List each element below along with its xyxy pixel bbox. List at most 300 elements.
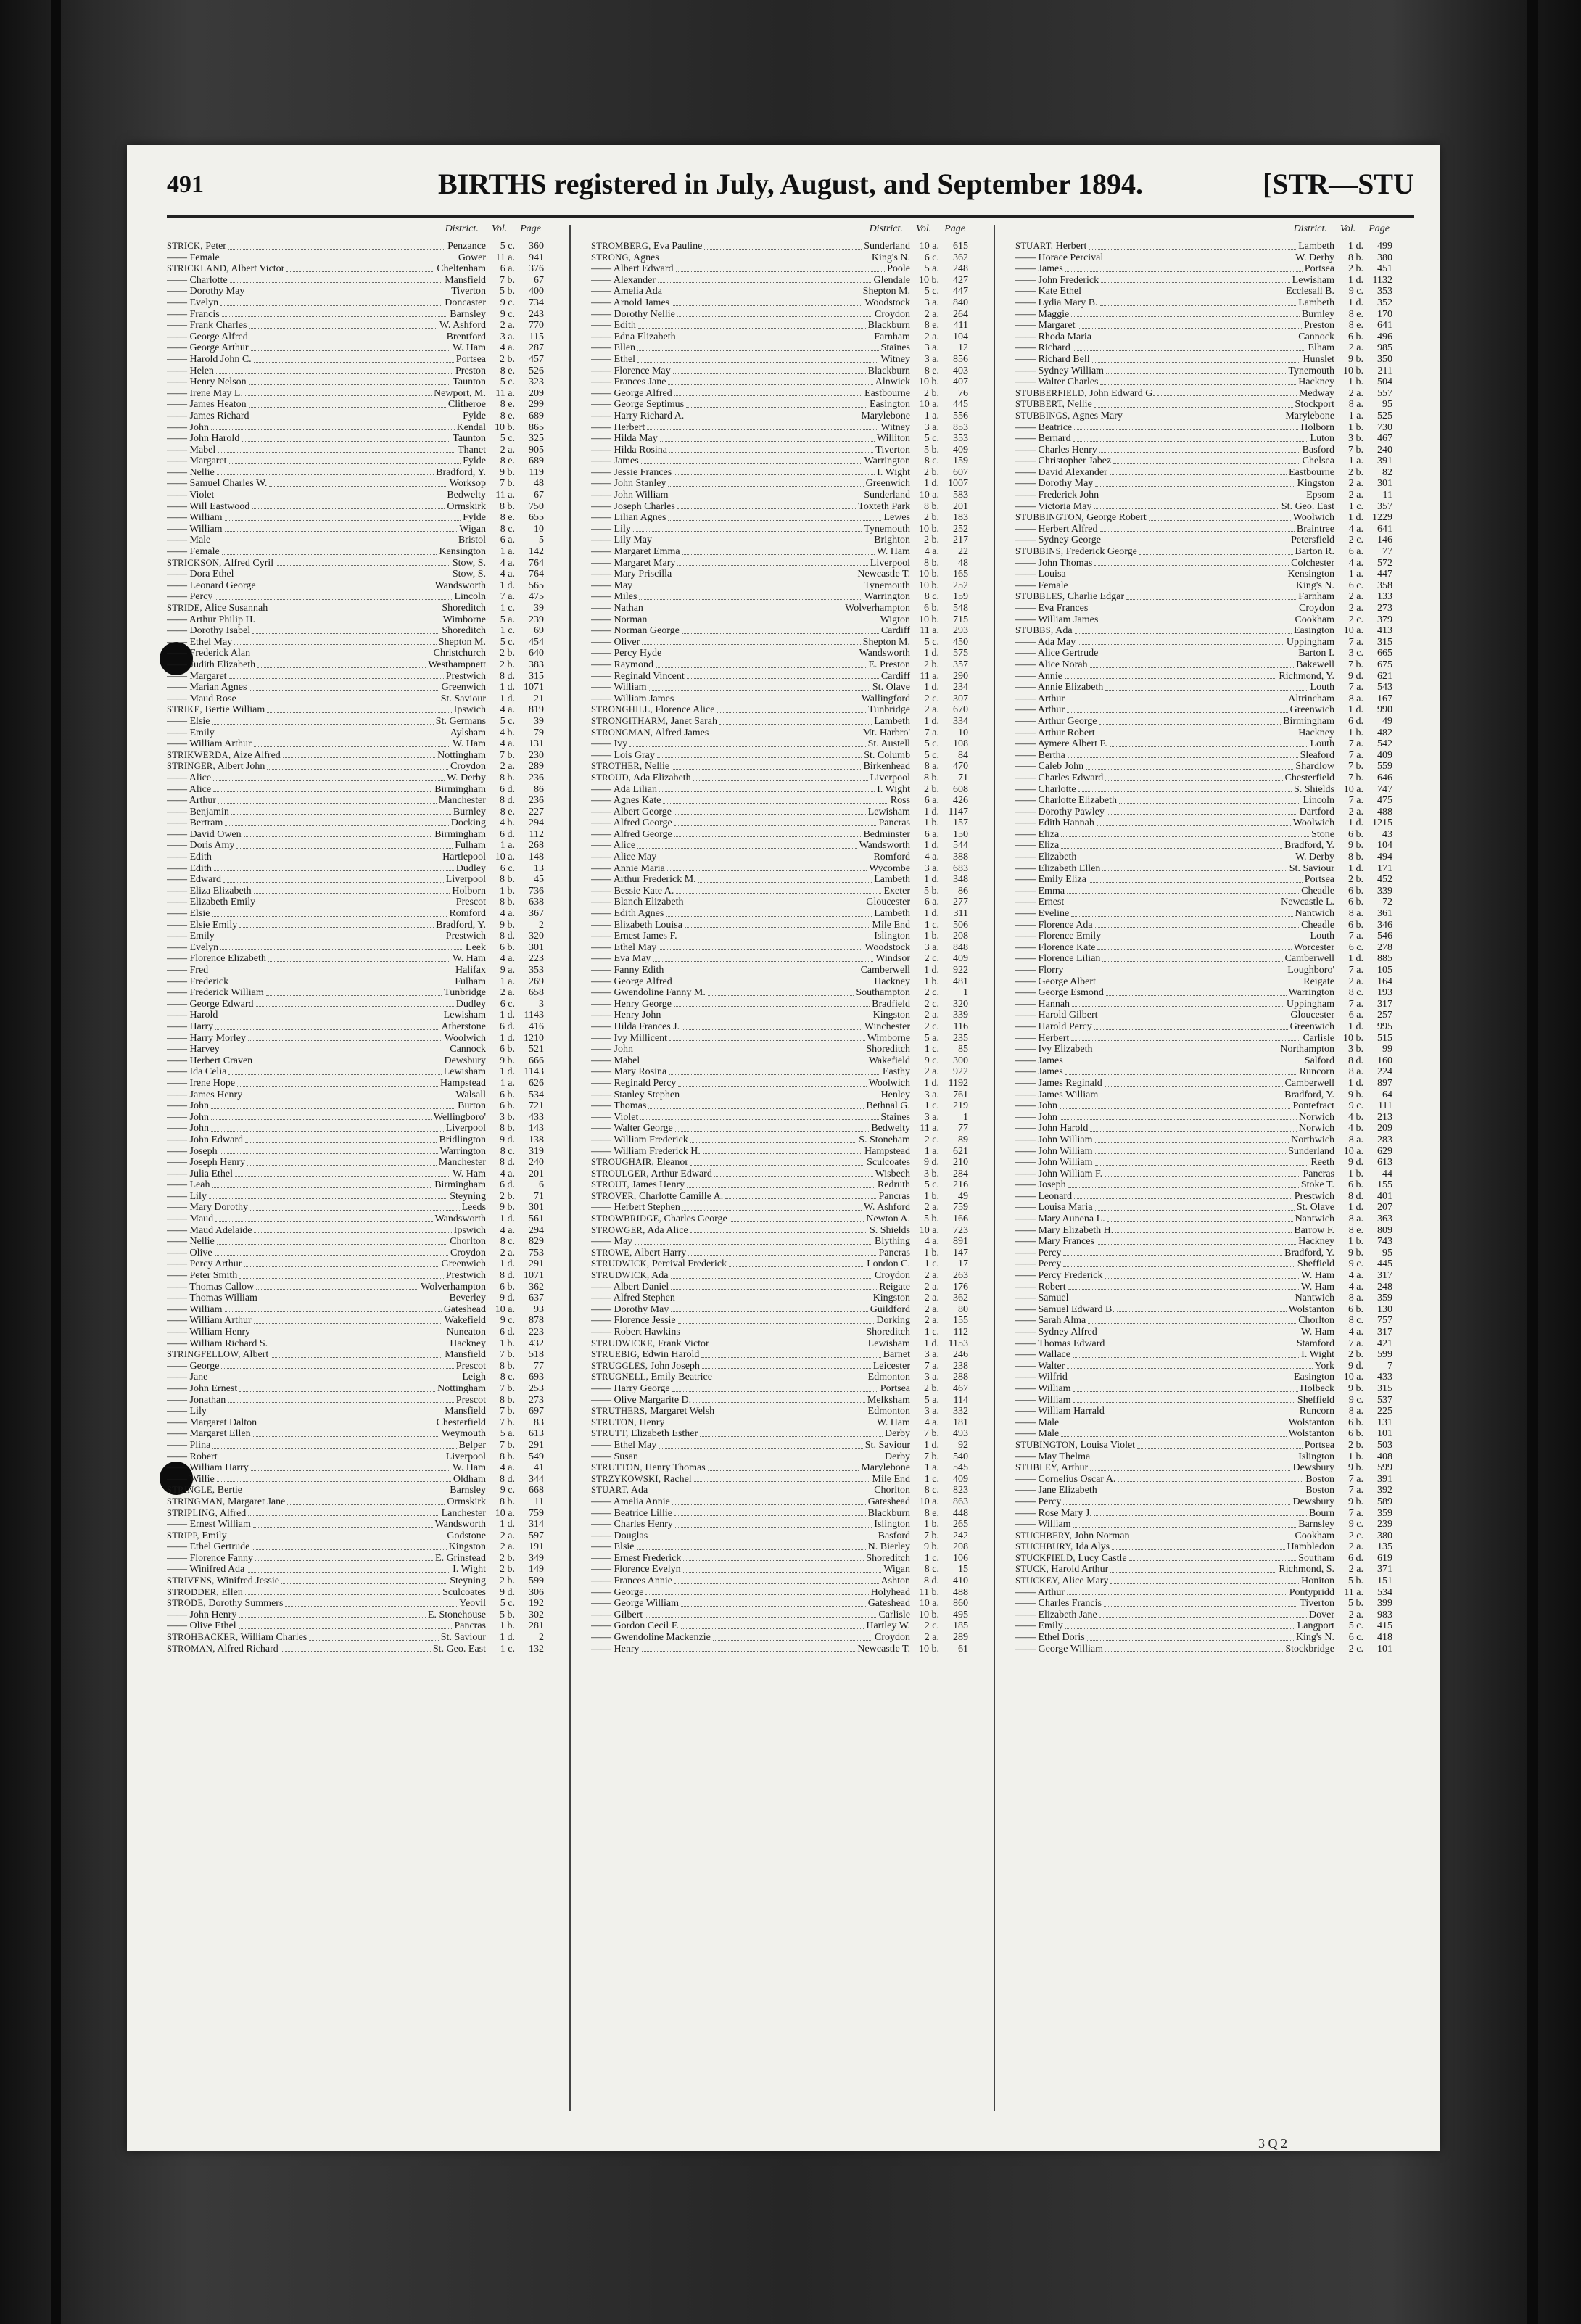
entry-forename: Harry bbox=[189, 1021, 214, 1032]
entry-district: Pancras bbox=[878, 817, 910, 829]
entry-name bbox=[591, 1078, 676, 1089]
entry-district: Kendal bbox=[456, 421, 486, 433]
entry-surname: STRIVENS, bbox=[167, 1575, 215, 1586]
entry-forename: Frank Victor bbox=[657, 1338, 709, 1349]
leader-dots bbox=[674, 825, 877, 826]
entry-district: Docking bbox=[450, 817, 486, 829]
entry-district: Southam bbox=[1298, 1552, 1334, 1564]
entry-forename: Mabel bbox=[614, 1055, 640, 1066]
entry-page: 506 bbox=[953, 919, 968, 931]
entry-name bbox=[167, 366, 214, 377]
entry-district: Woolwich bbox=[444, 1032, 486, 1044]
entry-page: 525 bbox=[1377, 410, 1392, 421]
leader-dots bbox=[1119, 803, 1300, 804]
entry-forename: Charles Edward bbox=[1038, 772, 1104, 783]
leader-dots bbox=[245, 1142, 437, 1143]
entry-name bbox=[591, 512, 666, 524]
leader-dots bbox=[252, 508, 445, 509]
entry-district: Carlisle bbox=[1303, 1032, 1334, 1044]
leader-dots bbox=[658, 282, 871, 283]
entry-volume: 9 c. bbox=[1348, 1394, 1363, 1406]
register-entry bbox=[167, 1575, 544, 1587]
leader-dots bbox=[256, 1006, 454, 1007]
entry-district: Beverley bbox=[449, 1293, 486, 1304]
leader-dots bbox=[1095, 486, 1295, 487]
entry-page: 770 bbox=[529, 320, 544, 331]
register-entry bbox=[1015, 897, 1392, 908]
entry-page: 697 bbox=[529, 1406, 544, 1417]
entry-district: St. Saviour bbox=[440, 1632, 486, 1644]
entry-name bbox=[1015, 1293, 1069, 1304]
entry-district: Newton A. bbox=[866, 1213, 910, 1225]
leader-dots bbox=[690, 1165, 864, 1166]
entry-surname: STUART, bbox=[1015, 241, 1054, 251]
entry-district: Bradfield bbox=[872, 998, 910, 1010]
register-entry bbox=[1015, 569, 1392, 580]
leader-dots bbox=[228, 1402, 454, 1403]
entry-district: E. Preston bbox=[868, 659, 910, 670]
entry-page: 2 bbox=[539, 1632, 544, 1644]
entry-forename: Violet bbox=[189, 490, 215, 501]
entry-page: 86 bbox=[958, 885, 968, 897]
entry-page: 92 bbox=[958, 1439, 968, 1451]
entry-volume: 6 b. bbox=[1348, 1303, 1363, 1315]
entry-page: 905 bbox=[529, 444, 544, 456]
entry-page: 253 bbox=[529, 1383, 544, 1394]
entry-district: Holborn bbox=[1300, 421, 1334, 433]
entry-forename: Margaret bbox=[1038, 320, 1076, 331]
entry-forename: Oliver bbox=[614, 636, 640, 648]
leader-dots bbox=[1118, 1481, 1303, 1482]
register-entry bbox=[591, 1089, 968, 1101]
entry-surname: STRUTHERS, bbox=[591, 1406, 648, 1417]
leader-dots bbox=[1090, 1131, 1297, 1132]
entry-forename: Annie bbox=[1037, 670, 1062, 682]
entry-name bbox=[1015, 433, 1071, 445]
entry-name bbox=[1015, 1564, 1108, 1575]
entry-district: Barnsley bbox=[1298, 1519, 1334, 1530]
entry-forename: Stanley Stephen bbox=[614, 1089, 680, 1100]
entry-district: Sunderland bbox=[1288, 1145, 1334, 1157]
entry-volume: 7 b. bbox=[500, 749, 515, 761]
leader-dots bbox=[629, 746, 865, 747]
register-entry bbox=[167, 1485, 544, 1496]
entry-name bbox=[1015, 772, 1103, 784]
entry-name bbox=[591, 1598, 679, 1610]
entry-name bbox=[591, 807, 672, 818]
entry-district: Barton I. bbox=[1298, 648, 1334, 659]
entry-name bbox=[1015, 931, 1101, 942]
register-entry bbox=[167, 558, 544, 569]
entry-page: 655 bbox=[529, 512, 544, 524]
register-entry bbox=[1015, 1293, 1392, 1304]
entry-district: Preston bbox=[455, 365, 486, 376]
entry-volume: 5 c. bbox=[1348, 1620, 1363, 1632]
entry-page: 112 bbox=[529, 828, 544, 840]
entry-forename: William bbox=[614, 682, 647, 693]
entry-volume: 9 b. bbox=[1348, 1383, 1363, 1394]
entry-district: Cookham bbox=[1295, 614, 1334, 625]
leader-dots bbox=[1099, 452, 1300, 453]
leader-dots bbox=[674, 1006, 870, 1007]
entry-name bbox=[1015, 535, 1101, 546]
leader-dots bbox=[653, 961, 873, 962]
entry-volume: 4 b. bbox=[1348, 1123, 1363, 1134]
header-rule bbox=[167, 215, 1414, 218]
entry-forename: William bbox=[1038, 1383, 1071, 1394]
entry-page: 86 bbox=[534, 783, 544, 795]
entry-volume: 6 b. bbox=[500, 1044, 515, 1055]
entry-forename: Emily Eliza bbox=[1038, 874, 1086, 886]
entry-name bbox=[591, 840, 635, 852]
entry-name bbox=[1015, 1541, 1110, 1553]
entry-name bbox=[591, 1327, 680, 1338]
entry-district: Langport bbox=[1297, 1620, 1334, 1632]
register-entry bbox=[1015, 1055, 1392, 1067]
entry-page: 315 bbox=[1377, 636, 1392, 648]
entry-district: Winchester bbox=[864, 1021, 910, 1032]
entry-page: 67 bbox=[534, 490, 544, 501]
entry-surname: STROULGER, bbox=[591, 1168, 649, 1179]
entry-district: York bbox=[1314, 1360, 1334, 1372]
entry-forename: Frederick bbox=[189, 976, 229, 987]
entry-district: Mansfield bbox=[445, 1349, 486, 1361]
leader-dots bbox=[251, 350, 450, 351]
entry-volume: 1 d. bbox=[1348, 1021, 1363, 1032]
leader-dots bbox=[1097, 1244, 1296, 1245]
entry-name bbox=[591, 931, 677, 942]
entry-forename: Herbert bbox=[1055, 241, 1087, 252]
entry-forename: Albert bbox=[242, 1349, 269, 1361]
entry-name bbox=[1015, 1021, 1092, 1033]
leader-dots bbox=[215, 1029, 439, 1030]
entry-name bbox=[591, 659, 653, 671]
entry-page: 149 bbox=[529, 1564, 544, 1575]
entry-name bbox=[591, 558, 675, 569]
entry-forename: Winifred Jessie bbox=[216, 1575, 279, 1587]
entry-page: 289 bbox=[953, 1632, 968, 1644]
entry-name bbox=[167, 1248, 212, 1259]
entry-forename: Leonard George bbox=[189, 580, 256, 591]
register-entry bbox=[1015, 1553, 1392, 1565]
register-entry bbox=[591, 874, 968, 886]
entry-volume: 7 a. bbox=[1348, 682, 1363, 693]
entry-name bbox=[167, 331, 248, 343]
register-entry bbox=[167, 388, 544, 400]
register-entry bbox=[1015, 1530, 1392, 1542]
register-entry bbox=[591, 354, 968, 366]
register-entry bbox=[591, 546, 968, 558]
entry-page: 715 bbox=[953, 614, 968, 625]
entry-volume: 6 d. bbox=[500, 828, 515, 840]
entry-volume: 1 d. bbox=[1348, 953, 1363, 965]
entry-district: Basford bbox=[1302, 444, 1334, 456]
register-entry bbox=[1015, 1213, 1392, 1225]
entry-name bbox=[591, 580, 632, 592]
entry-forename: William Harrald bbox=[1038, 1406, 1105, 1417]
entry-name bbox=[167, 874, 221, 886]
entry-volume: 1 c. bbox=[500, 603, 515, 614]
entry-volume: 11 a. bbox=[1344, 1586, 1363, 1598]
entry-district: Liverpool bbox=[870, 772, 910, 783]
entry-district: Petersfield bbox=[1291, 535, 1334, 546]
entry-volume: 1 b. bbox=[924, 1519, 939, 1530]
entry-page: 379 bbox=[1377, 614, 1392, 625]
entry-district: Shoreditch bbox=[866, 1327, 910, 1338]
entry-page: 922 bbox=[953, 1066, 968, 1078]
entry-name bbox=[1015, 1134, 1093, 1146]
entry-name bbox=[591, 625, 680, 637]
entry-volume: 1 a. bbox=[500, 546, 515, 558]
register-entry bbox=[591, 1202, 968, 1213]
leader-dots bbox=[682, 633, 879, 634]
entry-forename: Fanny Edith bbox=[614, 965, 664, 976]
entry-forename: Lucy Castle bbox=[1078, 1552, 1127, 1564]
register-entry bbox=[167, 546, 544, 558]
register-entry bbox=[167, 1100, 544, 1112]
entry-forename: Thomas Callow bbox=[189, 1281, 255, 1293]
entry-district: Redruth bbox=[877, 1179, 910, 1191]
entry-page: 95 bbox=[1382, 1247, 1392, 1258]
entry-volume: 4 a. bbox=[500, 1224, 515, 1236]
register-entry bbox=[167, 852, 544, 863]
entry-volume: 2 b. bbox=[1348, 1439, 1363, 1451]
entry-volume: 8 c. bbox=[1348, 1315, 1363, 1327]
leader-dots bbox=[1100, 305, 1297, 306]
entry-page: 1 bbox=[963, 1111, 968, 1123]
entry-district: Carlisle bbox=[878, 1609, 910, 1620]
column-header-vol: Vol. bbox=[491, 223, 508, 234]
entry-forename: Percy bbox=[189, 591, 213, 603]
entry-page: 164 bbox=[1377, 976, 1392, 987]
register-entry bbox=[167, 366, 544, 377]
entry-district: King's N. bbox=[1295, 1632, 1334, 1644]
entry-name bbox=[591, 309, 675, 321]
entry-name bbox=[1015, 309, 1069, 321]
entry-district: Ormskirk bbox=[447, 500, 486, 512]
entry-district: Wandsworth bbox=[859, 840, 910, 852]
entry-forename: Plina bbox=[189, 1439, 211, 1451]
entry-page: 314 bbox=[529, 1519, 544, 1530]
entry-name bbox=[591, 1304, 669, 1316]
entry-forename: May bbox=[614, 580, 633, 591]
entry-forename: William James bbox=[614, 693, 674, 704]
entry-forename: Arthur bbox=[1037, 693, 1065, 704]
entry-district: Melksham bbox=[867, 1394, 910, 1406]
entry-district: Boston bbox=[1305, 1473, 1334, 1485]
entry-page: 615 bbox=[953, 241, 968, 252]
entry-district: Elham bbox=[1308, 342, 1334, 354]
entry-name bbox=[167, 852, 212, 863]
entry-surname: STRONGHILL, bbox=[591, 704, 653, 715]
entry-district: Chorlton bbox=[450, 1236, 486, 1248]
entry-volume: 8 c. bbox=[1348, 987, 1363, 999]
register-entry bbox=[591, 580, 968, 592]
entry-volume: 6 b. bbox=[1348, 885, 1363, 897]
entry-page: 159 bbox=[953, 456, 968, 467]
register-entry bbox=[591, 1474, 968, 1486]
entry-volume: 8 b. bbox=[500, 1496, 515, 1507]
entry-volume: 10 a. bbox=[919, 1496, 939, 1507]
entry-district: Bedwelty bbox=[871, 1123, 910, 1134]
entry-volume: 2 a. bbox=[924, 1202, 939, 1213]
entry-name bbox=[1015, 241, 1086, 252]
entry-forename: Agnes bbox=[632, 252, 659, 263]
entry-page: 142 bbox=[529, 546, 544, 558]
entry-forename: William bbox=[189, 523, 223, 535]
entry-forename: Ada bbox=[630, 1485, 648, 1496]
entry-page: 353 bbox=[529, 965, 544, 976]
entry-page: 521 bbox=[529, 1044, 544, 1055]
entry-name bbox=[1015, 342, 1070, 354]
entry-volume: 4 a. bbox=[500, 704, 515, 716]
entry-district: Wimborne bbox=[442, 614, 486, 625]
entry-name bbox=[591, 1587, 643, 1599]
entry-name bbox=[1015, 1406, 1105, 1417]
entry-volume: 2 a. bbox=[1348, 1564, 1363, 1575]
leader-dots bbox=[1075, 633, 1292, 634]
entry-forename: Eva Frances bbox=[1038, 603, 1089, 614]
leader-dots bbox=[254, 1232, 451, 1233]
leader-dots bbox=[1067, 893, 1299, 894]
entry-name bbox=[1015, 388, 1155, 400]
leader-dots bbox=[1139, 554, 1293, 555]
register-entry bbox=[167, 331, 544, 343]
register-entry bbox=[591, 976, 968, 988]
entry-volume: 2 a. bbox=[500, 1541, 515, 1553]
entry-volume: 8 a. bbox=[1348, 1293, 1363, 1304]
register-entry bbox=[1015, 1157, 1392, 1169]
entry-page: 863 bbox=[953, 1496, 968, 1507]
register-entry bbox=[167, 309, 544, 321]
entry-forename: Ethel May bbox=[614, 1439, 657, 1451]
entry-forename: Judith Elizabeth bbox=[189, 659, 256, 670]
entry-forename: Hilda Rosina bbox=[614, 444, 667, 456]
entry-page: 325 bbox=[529, 433, 544, 445]
entry-district: Woolwich bbox=[1292, 817, 1334, 829]
entry-name bbox=[1015, 1157, 1093, 1169]
entry-volume: 5 c. bbox=[500, 376, 515, 388]
register-entry bbox=[591, 252, 968, 264]
leader-dots bbox=[1100, 531, 1295, 532]
register-entry bbox=[1015, 546, 1392, 558]
entry-district: Hartley W. bbox=[866, 1620, 910, 1632]
register-entry bbox=[1015, 1112, 1392, 1124]
entry-volume: 2 c. bbox=[924, 987, 939, 999]
entry-volume: 6 a. bbox=[1348, 1010, 1363, 1021]
register-entry bbox=[591, 558, 968, 569]
entry-page: 1071 bbox=[524, 1270, 544, 1282]
entry-forename: John Edward bbox=[189, 1134, 243, 1145]
entry-page: 730 bbox=[1377, 421, 1392, 433]
entry-name bbox=[591, 297, 669, 309]
entry-volume: 1 b. bbox=[924, 931, 939, 942]
entry-name bbox=[167, 976, 228, 988]
entry-volume: 1 c. bbox=[924, 919, 939, 931]
entry-district: Henley bbox=[880, 1089, 910, 1100]
entry-name bbox=[591, 953, 651, 965]
entry-forename: Sydney William bbox=[1038, 365, 1105, 376]
entry-district: Bethnal G. bbox=[866, 1100, 910, 1112]
leader-dots bbox=[686, 407, 867, 408]
leader-dots bbox=[220, 949, 463, 950]
entry-page: 223 bbox=[529, 953, 544, 965]
entry-volume: 1 d. bbox=[500, 1010, 515, 1021]
entry-name bbox=[167, 376, 247, 388]
entry-volume: 4 a. bbox=[924, 1417, 939, 1428]
entry-page: 941 bbox=[529, 252, 544, 263]
entry-name bbox=[167, 1598, 283, 1610]
leader-dots bbox=[234, 644, 436, 645]
entry-name bbox=[167, 1541, 249, 1553]
entry-volume: 1 b. bbox=[1348, 421, 1363, 433]
entry-surname: STRUDWICKE, bbox=[591, 1338, 656, 1348]
leader-dots bbox=[640, 1119, 878, 1120]
register-entry bbox=[167, 908, 544, 920]
leader-dots bbox=[249, 384, 451, 385]
leader-dots bbox=[1094, 565, 1289, 566]
entry-page: 683 bbox=[953, 862, 968, 874]
entry-name bbox=[1015, 1508, 1092, 1520]
entry-forename: Ethel May bbox=[189, 636, 233, 648]
entry-forename: George Edward bbox=[189, 998, 254, 1010]
register-entry bbox=[167, 263, 544, 275]
entry-forename: Charlotte bbox=[189, 274, 228, 286]
entry-page: 392 bbox=[1377, 1485, 1392, 1496]
entry-volume: 1 b. bbox=[1348, 1168, 1363, 1179]
register-entry bbox=[1015, 1428, 1392, 1440]
entry-volume: 9 c. bbox=[1348, 1519, 1363, 1530]
entry-forename: Harold Gilbert bbox=[1038, 1010, 1098, 1021]
entry-name bbox=[167, 241, 226, 252]
entry-volume: 4 a. bbox=[924, 852, 939, 863]
entry-surname: STUART, bbox=[591, 1485, 629, 1496]
register-entry bbox=[167, 1530, 544, 1542]
entry-volume: 11 a. bbox=[495, 387, 515, 399]
entry-volume: 6 d. bbox=[1348, 1552, 1363, 1564]
register-entry bbox=[1015, 580, 1392, 592]
register-entry bbox=[167, 1123, 544, 1134]
register-entry bbox=[591, 309, 968, 321]
entry-page: 689 bbox=[529, 410, 544, 421]
leader-dots bbox=[725, 1198, 876, 1199]
entry-name bbox=[1015, 422, 1072, 434]
entry-district: Ipswich bbox=[453, 1224, 486, 1236]
entry-district: Mansfield bbox=[445, 1406, 486, 1417]
entry-district: Leigh bbox=[462, 1372, 486, 1383]
column-header bbox=[591, 223, 968, 241]
register-entry bbox=[167, 738, 544, 750]
entry-volume: 9 d. bbox=[924, 1157, 939, 1169]
entry-district: Bradford, Y. bbox=[1284, 840, 1334, 852]
entry-volume: 1 b. bbox=[500, 885, 515, 897]
page-number: 491 bbox=[167, 171, 204, 198]
entry-name bbox=[591, 965, 664, 976]
register-entry bbox=[167, 807, 544, 818]
entry-volume: 10 a. bbox=[919, 1224, 939, 1236]
leader-dots bbox=[216, 373, 453, 374]
register-entry bbox=[591, 716, 968, 728]
entry-page: 990 bbox=[1377, 704, 1392, 716]
register-entry bbox=[167, 1293, 544, 1304]
entry-district: Liverpool bbox=[445, 1123, 486, 1134]
leader-dots bbox=[678, 1086, 866, 1087]
entry-forename: Winifred Ada bbox=[189, 1564, 245, 1575]
entry-page: 376 bbox=[529, 263, 544, 275]
register-entry bbox=[1015, 1123, 1392, 1134]
leader-dots bbox=[1095, 1210, 1295, 1211]
entry-district: Witney bbox=[880, 353, 910, 365]
